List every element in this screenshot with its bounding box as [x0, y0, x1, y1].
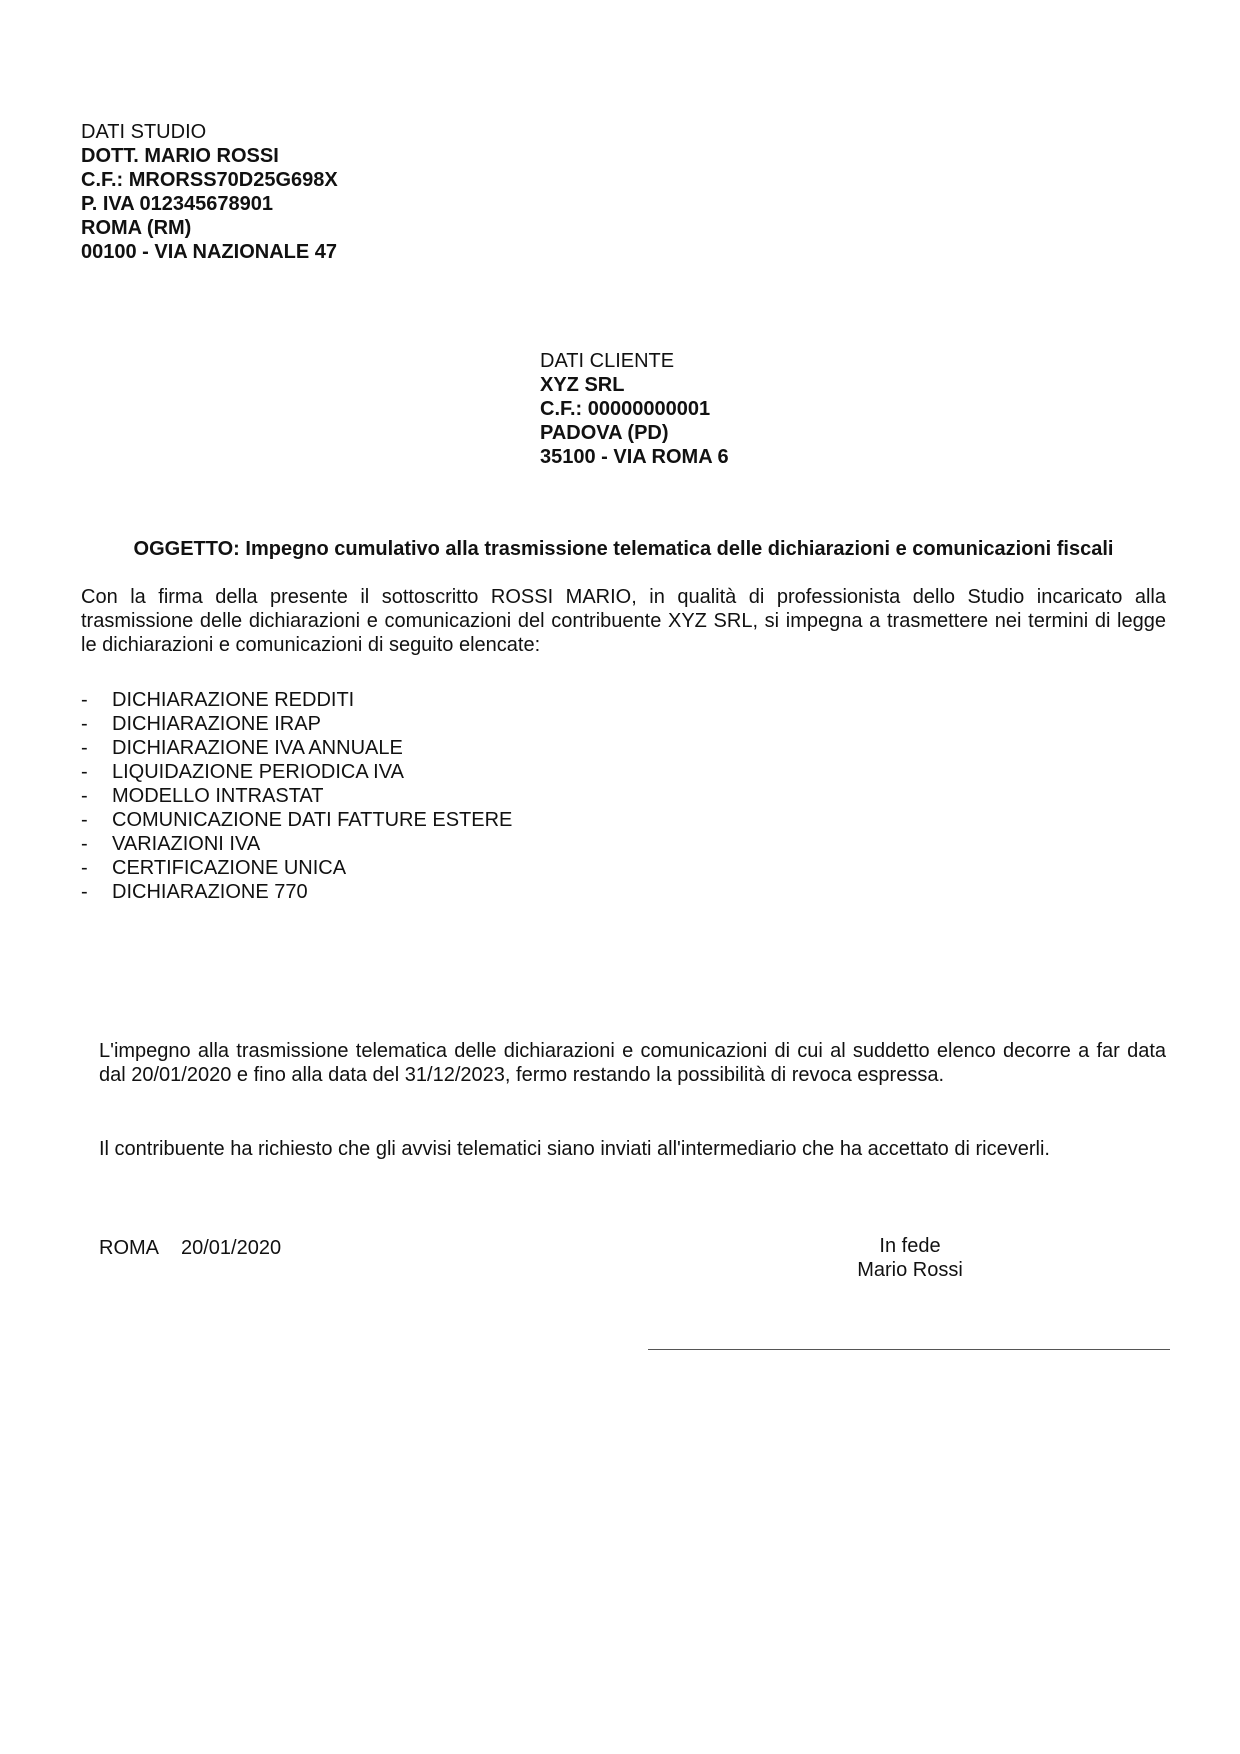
list-item — [81, 784, 512, 808]
studio-name: DOTT. MARIO ROSSI — [81, 145, 279, 167]
list-item — [81, 880, 512, 904]
list-item — [81, 808, 512, 832]
subject-label: OGGETTO: — [133, 538, 240, 560]
list-item — [81, 688, 512, 712]
signature-name: Mario Rossi — [857, 1259, 963, 1281]
list-item — [81, 760, 512, 784]
list-item-text: DICHIARAZIONE IVA ANNUALE — [112, 737, 403, 759]
client-address: 35100 - VIA ROMA 6 — [540, 446, 729, 468]
list-item-text: DICHIARAZIONE IRAP — [112, 713, 321, 735]
list-item-text: MODELLO INTRASTAT — [112, 785, 324, 807]
list-item-text: COMUNICAZIONE DATI FATTURE ESTERE — [112, 809, 513, 831]
signature-line — [648, 1349, 1170, 1350]
list-item-text: VARIAZIONI IVA — [112, 833, 261, 855]
client-name: XYZ SRL — [540, 374, 625, 396]
studio-info — [81, 120, 338, 264]
list-bullet: - — [81, 857, 88, 879]
intro-paragraph: Con la firma della presente il sottoscritto ROSSI MARIO, in qualità di professionista dello Studio incaricato alla trasmissione delle dichiarazioni e comunicazioni del contribuente XYZ SRL, si impegna a trasmettere nei termini di legge le dichiarazioni e comunicazioni di seguito elencate: — [81, 586, 1166, 656]
list-bullet: - — [81, 713, 88, 735]
list-bullet: - — [81, 881, 88, 903]
list-bullet: - — [81, 833, 88, 855]
list-item — [81, 712, 512, 736]
studio-cf: C.F.: MRORSS70D25G698X — [81, 169, 338, 191]
declarations-list — [81, 688, 512, 904]
studio-piva: P. IVA 012345678901 — [81, 193, 274, 215]
signature-closing: In fede — [879, 1235, 941, 1257]
notices-paragraph: Il contribuente ha richiesto che gli avvisi telematici siano inviati all'intermediario che ha accettato di riceverli. — [99, 1138, 1050, 1160]
studio-header: DATI STUDIO — [81, 121, 207, 143]
client-info — [540, 349, 729, 469]
list-item-text: DICHIARAZIONE 770 — [112, 881, 308, 903]
client-header: DATI CLIENTE — [540, 350, 675, 372]
list-item — [81, 832, 512, 856]
list-item — [81, 736, 512, 760]
place: ROMA — [99, 1237, 159, 1259]
list-item — [81, 856, 512, 880]
place-date — [99, 1236, 281, 1260]
date: 20/01/2020 — [181, 1237, 282, 1259]
client-city: PADOVA (PD) — [540, 422, 669, 444]
client-cf: C.F.: 00000000001 — [540, 398, 711, 420]
list-bullet: - — [81, 785, 88, 807]
list-bullet: - — [81, 761, 88, 783]
commitment-paragraph: L'impegno alla trasmissione telematica delle dichiarazioni e comunicazioni di cui al suddetto elenco decorre a far data dal 20/01/2020 e fino alla data del 31/12/2023, fermo restando la possibilità di revoca espressa. — [99, 1040, 1166, 1086]
list-item-text: CERTIFICAZIONE UNICA — [112, 857, 347, 879]
list-bullet: - — [81, 809, 88, 831]
subject-line — [81, 537, 1166, 561]
subject-text: Impegno cumulativo alla trasmissione telematica delle dichiarazioni e comunicazioni fiscali — [245, 538, 1114, 560]
list-item-text: DICHIARAZIONE REDDITI — [112, 689, 355, 711]
studio-city: ROMA (RM) — [81, 217, 192, 239]
signature-block — [820, 1234, 1000, 1282]
studio-address: 00100 - VIA NAZIONALE 47 — [81, 241, 338, 263]
list-bullet: - — [81, 737, 88, 759]
list-item-text: LIQUIDAZIONE PERIODICA IVA — [112, 761, 404, 783]
list-bullet: - — [81, 689, 88, 711]
